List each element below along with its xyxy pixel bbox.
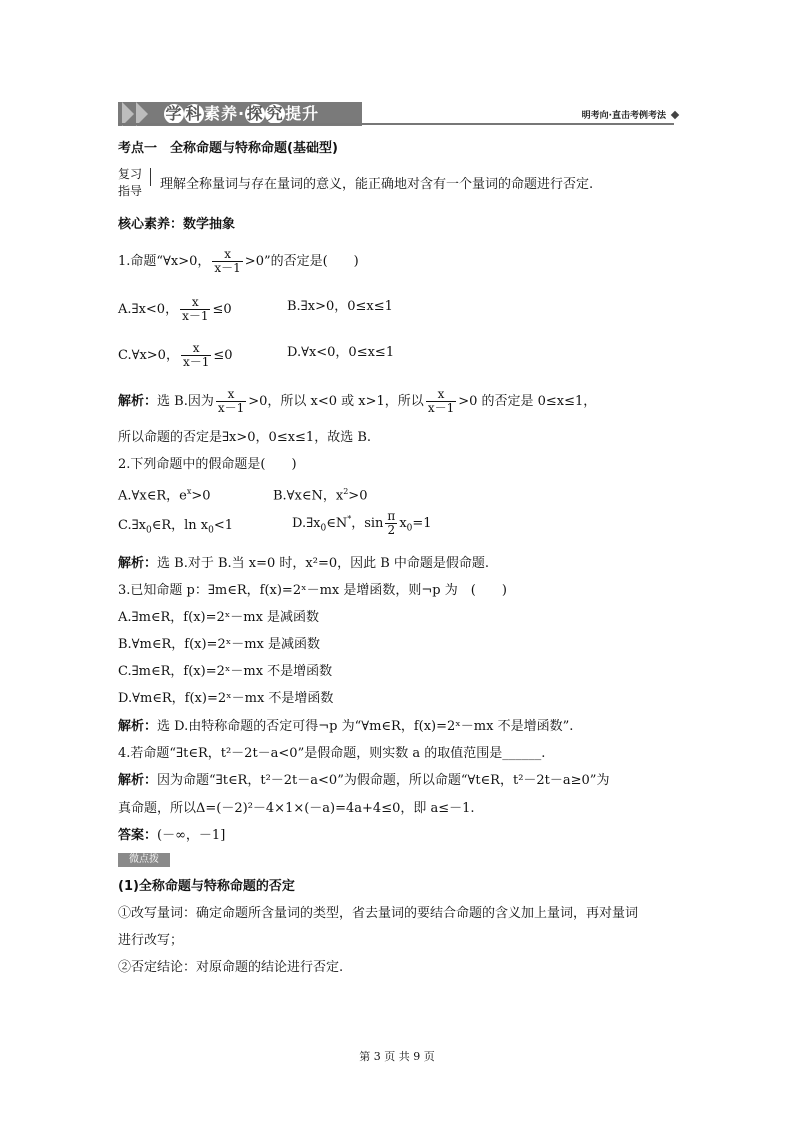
q1-analysis-line2: 所以命题的否定是∃x>0，0≤x≤1，故选 B. bbox=[118, 430, 372, 445]
fraction: $\frac{x}{x-1}$ bbox=[214, 247, 241, 275]
review-text: 理解全称量词与存在量词的意义，能正确地对含有一个量词的命题进行否定. bbox=[160, 177, 594, 192]
banner-title: 学 科素养·探 究提升 bbox=[165, 104, 320, 123]
section-banner bbox=[118, 96, 680, 130]
q2-option-a: A.∀x∈R，$e^x>0$ bbox=[118, 487, 211, 504]
q3-option-b: B.∀m∈R，f(x)=2ˣ－mx 是减函数 bbox=[118, 637, 321, 652]
tip-item-2: ②否定结论：对原命题的结论进行否定. bbox=[118, 960, 344, 975]
q3-option-c: C.∃m∈R，f(x)=2ˣ－mx 不是增函数 bbox=[118, 664, 333, 679]
q3-option-a: A.∃m∈R，f(x)=2ˣ－mx 是减函数 bbox=[118, 610, 320, 625]
page-footer: 第 3 页 共 9 页 bbox=[359, 1050, 435, 1063]
section-heading: 考点一 全称命题与特称命题(基础型) bbox=[118, 141, 338, 156]
q1-analysis: 解析：选 B.因为 $\frac{x}{x-1}$ >0，所以 x<0 或 x>1，所以 $\frac{x}{x-1}$ >0 的否定是 0≤x≤1， bbox=[118, 387, 597, 415]
banner-underline bbox=[118, 123, 674, 125]
q4-analysis-line2: 真命题，所以Δ=(－2)²－4×1×(－a)=4a+4≤0，即 a≤－1. bbox=[118, 801, 475, 816]
review-label: 复习 指导 bbox=[118, 167, 143, 198]
q4-answer: 答案：(－∞，－1] bbox=[118, 828, 226, 843]
q3-analysis: 解析：选 D.由特称命题的否定可得¬p 为“∀m∈R，f(x)=2ˣ－mx 不是增函数”. bbox=[118, 719, 574, 734]
q1-option-c: C.∀x>0， $\frac{x}{x-1}$ ≤0 bbox=[118, 341, 233, 369]
q2-option-b: B.∀x∈N，$x^2>0$ bbox=[273, 487, 368, 504]
q2-stem: 2.下列命题中的假命题是( ) bbox=[118, 457, 297, 472]
tip-title: (1)全称命题与特称命题的否定 bbox=[118, 879, 295, 894]
q4-stem: 4.若命题“∃t∈R，t²－2t－a<0”是假命题，则实数 a 的取值范围是______. bbox=[118, 746, 546, 761]
tip-item-1-cont: 进行改写； bbox=[118, 933, 184, 948]
core-literacy: 核心素养：数学抽象 bbox=[118, 217, 236, 232]
fraction: $\frac{x}{x-1}$ bbox=[182, 295, 209, 323]
q1-option-b: B.∃x>0，0≤x≤1 bbox=[287, 299, 393, 314]
fraction: $\frac{x}{x-1}$ bbox=[182, 341, 210, 369]
q1-option-d: D.∀x<0，0≤x≤1 bbox=[287, 345, 395, 360]
tip-badge: 微点拨 bbox=[118, 853, 170, 867]
q1-stem: 1.命题“∀x>0， $\frac{x}{x-1}$ >0”的否定是( ) bbox=[118, 247, 359, 275]
q2-analysis: 解析：选 B.对于 B.当 x=0 时，x²=0，因此 B 中命题是假命题. bbox=[118, 556, 490, 571]
fraction: $\frac{\pi}{2}$ bbox=[387, 509, 396, 537]
review-divider bbox=[150, 168, 151, 186]
fraction: $\frac{x}{x-1}$ bbox=[427, 387, 455, 415]
q2-option-d: $D.\exists x_0\in N^*$，sin $\frac{\pi}{2}$ $x_0=1$ bbox=[292, 509, 432, 537]
tip-item-1: ①改写量词：确定命题所含量词的类型，省去量词的要结合命题的含义加上量词，再对量词 bbox=[118, 906, 639, 921]
banner-right-text: 明考向·直击考例考法 bbox=[581, 111, 666, 121]
diamond-icon bbox=[671, 111, 679, 119]
q1-option-a: A.∃x<0， $\frac{x}{x-1}$ ≤0 bbox=[118, 295, 232, 323]
fraction: $\frac{x}{x-1}$ bbox=[217, 387, 245, 415]
q3-stem: 3.已知命题 p：∃m∈R，f(x)=2ˣ－mx 是增函数，则¬p 为 ( ) bbox=[118, 583, 507, 598]
q2-option-c: $C.\exists x_0\in R$，$\ln x_0<1$ bbox=[118, 518, 234, 536]
q3-option-d: D.∀m∈R，f(x)=2ˣ－mx 不是增函数 bbox=[118, 691, 334, 706]
q4-analysis: 解析：因为命题“∃t∈R，t²－2t－a<0”为假命题，所以命题“∀t∈R，t²－2t－a≥0”为 bbox=[118, 773, 610, 788]
